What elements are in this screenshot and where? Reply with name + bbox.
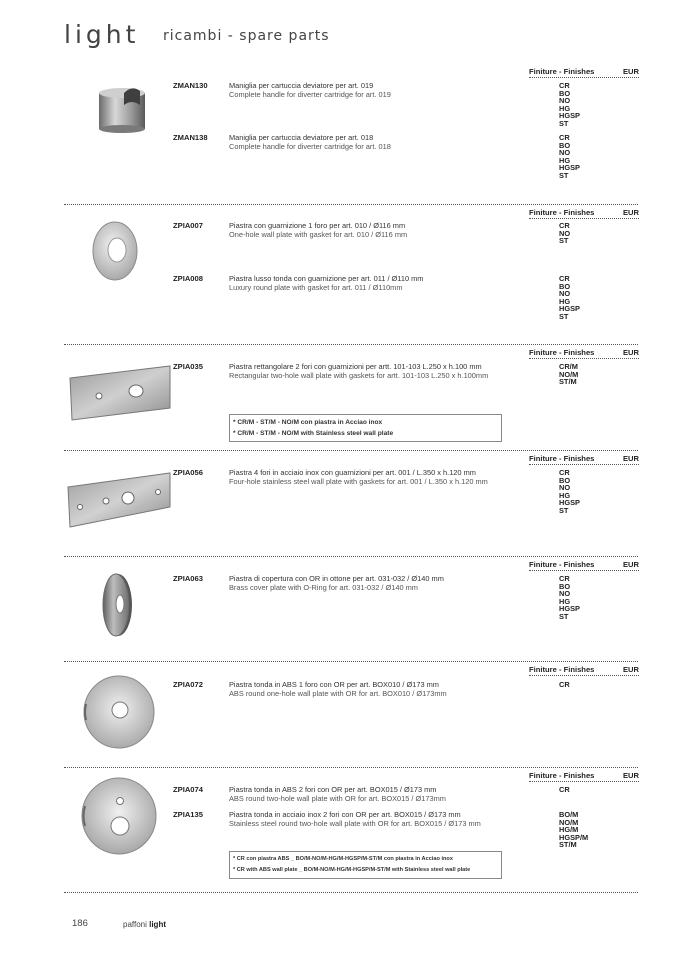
currency-label: EUR	[622, 560, 639, 569]
finish-list	[559, 275, 580, 320]
footer-brand-prefix: paffoni	[123, 920, 147, 929]
description-it: Piastra tonda in acciaio inox 2 fori con OR per art. BOX015 / Ø173 mm	[229, 810, 461, 819]
finish-code: CR	[559, 468, 570, 477]
finish-code: NO	[559, 483, 571, 492]
handle-product-image	[96, 85, 152, 135]
product-code: ZPIA035	[173, 362, 203, 371]
finish-code: CR/M	[559, 362, 578, 371]
description-it: Maniglia per cartuccia deviatore per art. 018	[229, 133, 374, 142]
description-en: One-hole wall plate with gasket for art. 010 / Ø116 mm	[229, 230, 408, 239]
finish-code: ST/M	[559, 377, 577, 386]
description-it: Piastra tonda in ABS 2 fori con OR per art. BOX015 / Ø173 mm	[229, 785, 437, 794]
finish-code: HG/M	[559, 825, 579, 834]
section-divider	[64, 344, 638, 345]
finish-code: NO	[559, 289, 571, 298]
description-en: Four-hole stainless steel wall plate with gaskets for art. 001 / L.350 x h.120 mm	[229, 477, 488, 486]
finish-list	[559, 82, 580, 127]
finish-code: CR	[559, 785, 570, 794]
finish-list	[559, 575, 580, 620]
finish-list	[559, 786, 570, 794]
product-description	[229, 133, 529, 151]
catalog-brand-title: light	[64, 20, 140, 49]
finish-code: ST	[559, 170, 569, 180]
description-en: Complete handle for diverter cartridge for art. 018	[229, 142, 391, 151]
page-number: 186	[72, 918, 88, 929]
description-it: Piastra lusso tonda con guarnizione per art. 011 / Ø110 mm	[229, 274, 424, 283]
finish-list	[559, 811, 588, 849]
finishes-header	[529, 560, 639, 571]
finish-code: ST	[559, 311, 569, 321]
finishes-header	[529, 771, 639, 782]
product-description	[229, 362, 529, 380]
round-plate-image	[90, 220, 140, 282]
product-code: ZPIA074	[173, 785, 203, 794]
currency-label: EUR	[622, 454, 639, 463]
finishes-header-label: Finiture - Finishes	[529, 560, 595, 569]
finish-code: CR	[559, 81, 570, 90]
description-en: ABS round one-hole wall plate with OR for art. BOX010 / Ø173mm	[229, 689, 447, 698]
finish-code: HGSP	[559, 304, 580, 313]
product-code: ZPIA072	[173, 680, 203, 689]
finish-code: BO	[559, 281, 571, 291]
description-it: Piastra con guarnizione 1 foro per art. 010 / Ø116 mm	[229, 221, 406, 230]
finishes-header-label: Finiture - Finishes	[529, 348, 595, 357]
product-description	[229, 274, 529, 292]
section-divider	[64, 767, 638, 768]
product-description	[229, 574, 529, 592]
description-it: Piastra 4 fori in acciaio inox con guarnizioni per art. 001 / L.350 x h.120 mm	[229, 468, 476, 477]
cover-plate-image	[98, 572, 136, 638]
description-it: Piastra rettangolare 2 fori con guarnizioni per artt. 101-103 L.250 x h.100 mm	[229, 362, 482, 371]
four-hole-plate-image	[66, 471, 174, 529]
finish-code: NO	[559, 228, 571, 238]
two-hole-round-plate-image	[80, 776, 158, 856]
finishes-header-label: Finiture - Finishes	[529, 454, 595, 463]
finish-code: ST/M	[559, 840, 577, 849]
finish-list	[559, 222, 570, 245]
product-code: ZMAN138	[173, 133, 208, 142]
rectangular-plate-image	[66, 364, 174, 424]
finish-code: HG	[559, 490, 571, 500]
finishes-header	[529, 67, 639, 78]
finish-list	[559, 681, 570, 689]
product-code: ZPIA135	[173, 810, 203, 819]
finish-code: ST	[559, 505, 569, 515]
footer-brand	[123, 920, 166, 929]
section-divider	[64, 892, 638, 893]
description-en: Stainless steel round two-hole wall plate with OR for art. BOX015 / Ø173 mm	[229, 819, 481, 828]
finish-list	[559, 134, 580, 179]
finish-code: NO	[559, 148, 571, 157]
finishes-header-label: Finiture - Finishes	[529, 771, 595, 780]
note-line-it: * CR con piastra ABS _ BO/M-NO/M-HG/M-HGSP/M-ST/M con piastra in Acciao inox	[233, 856, 453, 862]
section-divider	[64, 556, 638, 557]
currency-label: EUR	[622, 208, 639, 217]
product-description	[229, 680, 529, 698]
product-code: ZPIA056	[173, 468, 203, 477]
product-code: ZMAN130	[173, 81, 208, 90]
footer-brand-name: light	[149, 920, 166, 929]
finish-list	[559, 363, 578, 386]
finish-code: CR	[559, 574, 570, 583]
finish-code: HGSP	[559, 163, 580, 172]
currency-label: EUR	[622, 348, 639, 357]
finish-code: BO	[559, 140, 571, 150]
description-en: Rectangular two-hole wall plate with gaskets for artt. 101-103 L.250 x h.100mm	[229, 371, 489, 380]
note-line-en: * CR with ABS wall plate _ BO/M-NO/M-HG/M-HGSP/M-ST/M with Stainless steel wall plate	[233, 867, 471, 873]
finish-code: HG	[559, 103, 571, 113]
finish-code: HGSP	[559, 604, 580, 613]
finish-code: HG	[559, 296, 571, 306]
product-code: ZPIA007	[173, 221, 203, 230]
finish-code: BO	[559, 581, 571, 591]
description-en: Complete handle for diverter cartridge for art. 019	[229, 90, 391, 99]
product-description	[229, 221, 529, 239]
note-line-en: * CR/M - ST/M - NO/M with Stainless steel wall plate	[233, 430, 394, 437]
finish-code: NO	[559, 96, 571, 105]
product-description	[229, 810, 529, 828]
finish-code: BO	[559, 475, 571, 485]
finish-note-box	[229, 851, 502, 879]
product-description	[229, 81, 529, 99]
description-it: Piastra di copertura con OR in ottone per art. 031-032 / Ø140 mm	[229, 574, 444, 583]
product-description	[229, 468, 529, 486]
product-code: ZPIA008	[173, 274, 203, 283]
section-divider	[64, 450, 638, 451]
finish-code: HGSP	[559, 498, 580, 507]
note-line-it: * CR/M - ST/M - NO/M con piastra in Acciao inox	[233, 419, 383, 426]
finish-code: HGSP/M	[559, 832, 589, 842]
product-code: ZPIA063	[173, 574, 203, 583]
finishes-header	[529, 208, 639, 219]
finish-list	[559, 469, 580, 514]
finish-code: ST	[559, 118, 569, 128]
finish-code: CR	[559, 680, 570, 689]
finishes-header-label: Finiture - Finishes	[529, 208, 595, 217]
finish-note-box	[229, 414, 502, 442]
description-it: Maniglia per cartuccia deviatore per art. 019	[229, 81, 374, 90]
finishes-header	[529, 665, 639, 676]
product-description	[229, 785, 529, 803]
finishes-header-label: Finiture - Finishes	[529, 67, 595, 76]
finish-code: BO	[559, 88, 571, 98]
finish-code: CR	[559, 133, 570, 142]
section-divider	[64, 661, 638, 662]
description-it: Piastra tonda in ABS 1 foro con OR per art. BOX010 / Ø173 mm	[229, 680, 439, 689]
abs-one-hole-plate-image	[82, 674, 156, 750]
finish-code: HG	[559, 155, 571, 165]
description-en: Brass cover plate with O-Ring for art. 031-032 / Ø140 mm	[229, 583, 418, 592]
finish-code: NO	[559, 589, 571, 598]
finish-code: ST	[559, 611, 569, 621]
finish-code: HG	[559, 596, 571, 606]
currency-label: EUR	[622, 665, 639, 674]
finish-code: CR	[559, 221, 570, 230]
description-en: ABS round two-hole wall plate with OR for art. BOX015 / Ø173mm	[229, 794, 446, 803]
section-divider	[64, 204, 638, 205]
finishes-header-label: Finiture - Finishes	[529, 665, 595, 674]
finish-code: NO/M	[559, 369, 579, 379]
page-subtitle: ricambi - spare parts	[163, 28, 330, 44]
finishes-header	[529, 454, 639, 465]
finish-code: NO/M	[559, 817, 579, 827]
currency-label: EUR	[622, 67, 639, 76]
description-en: Luxury round plate with gasket for art. 011 / Ø110mm	[229, 283, 403, 292]
finish-code: CR	[559, 274, 570, 283]
finish-code: HGSP	[559, 111, 580, 120]
currency-label: EUR	[622, 771, 639, 780]
finishes-header	[529, 348, 639, 359]
finish-code: BO/M	[559, 810, 579, 819]
finish-code: ST	[559, 236, 569, 245]
